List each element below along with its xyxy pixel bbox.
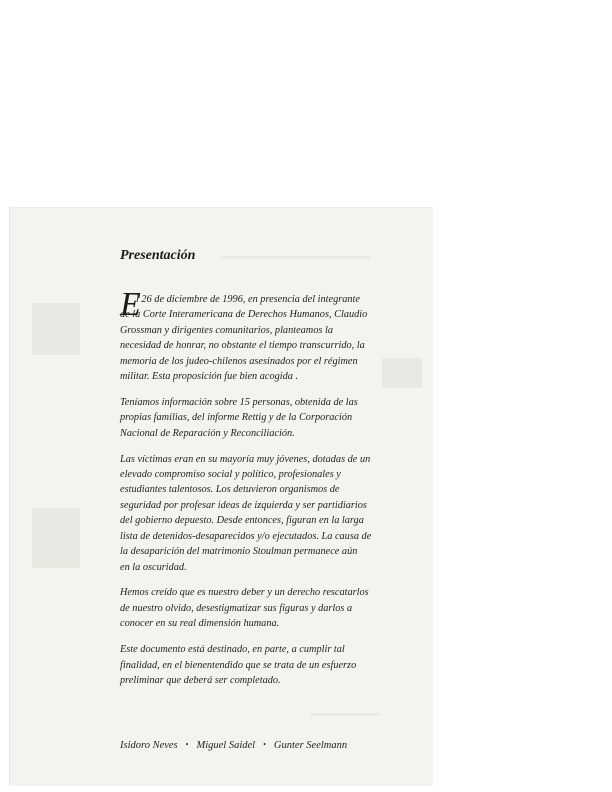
text-line: en la oscuridad. xyxy=(120,561,187,573)
show-through-photo xyxy=(32,508,80,568)
paragraph-1 xyxy=(120,292,420,384)
show-through-line xyxy=(220,256,370,259)
authors-line xyxy=(120,740,347,751)
text-line: Las víctimas eran en su mayoría muy jóvenes, dotadas de un xyxy=(120,453,371,465)
text-line: militar. Esta proposición fue bien acogida . xyxy=(120,371,299,383)
text-line: lista de detenidos-desaparecidos y/o ejecutados. La causa de xyxy=(120,530,372,542)
show-through-photo xyxy=(32,303,80,355)
text-line: Grossman y dirigentes comunitarios, planteamos la xyxy=(120,324,333,336)
text-line: Este documento está destinado, en parte, a cumplir tal xyxy=(120,644,345,656)
text-line: estudiantes talentosos. Los detuvieron organismos de xyxy=(120,484,340,496)
text-line: Nacional de Reparación y Reconciliación. xyxy=(120,427,295,439)
bullet-separator: • xyxy=(185,740,189,749)
paragraph-4 xyxy=(120,585,420,631)
text-line: Hemos creído que es nuestro deber y un derecho rescatarlos xyxy=(120,587,369,599)
body-text xyxy=(120,292,420,699)
text-line: de nuestro olvido, desestigmatizar sus figuras y darlos a xyxy=(120,602,353,614)
paragraph-5 xyxy=(120,642,420,688)
text-line: elevado compromiso social y político, profesionales y xyxy=(120,469,341,481)
text-line: finalidad, en el bienentendido que se trata de un esfuerzo xyxy=(120,659,357,671)
drop-cap: E xyxy=(120,286,141,323)
paragraph-2 xyxy=(120,395,420,441)
text-line: preliminar que deberá ser completado. xyxy=(120,674,281,686)
paragraph-3 xyxy=(120,452,420,575)
text-line: conocer en su real dimensión humana. xyxy=(120,618,280,630)
text-line: del gobierno depuesto. Desde entonces, figuran en la larga xyxy=(120,515,364,527)
author-name: Miguel Saidel xyxy=(196,740,256,751)
page-title: Presentación xyxy=(120,248,196,263)
bullet-separator: • xyxy=(263,740,266,749)
text-line: memoria de los judeo-chilenos asesinados por el régimen xyxy=(120,355,358,367)
text-line: l 26 de diciembre de 1996, en presencia del integrante xyxy=(136,294,360,305)
text-line: de la Corte Interamericana de Derechos Humanos, Claudio xyxy=(120,309,368,321)
show-through-line xyxy=(310,713,380,716)
text-line: seguridad por profesar ideas de izquierda y ser partidiarios xyxy=(120,499,367,511)
text-line: la desaparición del matrimonio Stoulman permanece aún xyxy=(120,546,358,558)
text-line: propias familias, del informe Rettig y de la Corporación xyxy=(120,412,353,424)
text-line: Teníamos información sobre 15 personas, obtenida de las xyxy=(120,396,358,408)
text-line: necesidad de honrar, no obstante el tiempo transcurrido, la xyxy=(120,340,365,352)
author-name: Isidoro Neves xyxy=(120,740,178,751)
scanned-page xyxy=(9,207,433,786)
author-name: Gunter Seelmann xyxy=(273,740,348,751)
